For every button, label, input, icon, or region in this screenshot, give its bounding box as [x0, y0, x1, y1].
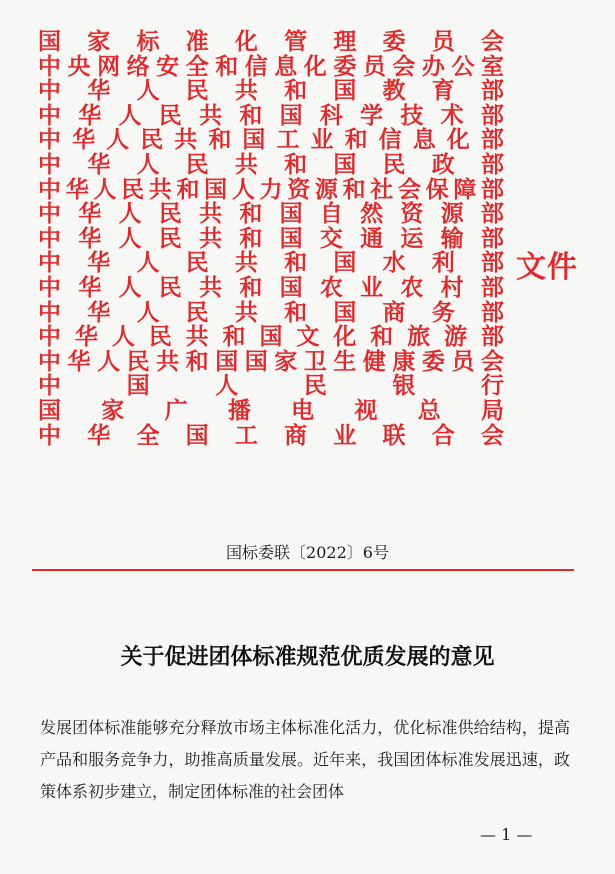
agency-char: 人	[118, 101, 142, 129]
agency-char: 会	[480, 28, 504, 55]
agency-char: 和	[215, 52, 239, 80]
agency-char: 村	[440, 273, 464, 301]
agency-char: 公	[451, 52, 475, 80]
agency-char: 和	[284, 298, 308, 326]
agency-char: 教	[382, 77, 406, 105]
agency-char: 室	[480, 52, 504, 80]
agency-char: 运	[400, 224, 424, 252]
agency-char: 农	[400, 273, 424, 301]
agency-char: 国	[279, 200, 303, 228]
agency-char: 业	[333, 421, 357, 449]
agency-char: 政	[431, 150, 455, 178]
agency-name	[38, 128, 504, 153]
agency-char: 共	[199, 273, 223, 301]
agency-char: 国	[215, 347, 239, 375]
agency-char: 全	[136, 421, 160, 449]
agency-char: 中	[38, 126, 61, 154]
agency-char: 息	[274, 52, 298, 80]
agency-char: 人	[93, 175, 117, 203]
agency-char: 委	[333, 52, 357, 80]
agency-char: 国	[38, 396, 61, 424]
agency-char: 国	[279, 101, 303, 129]
agency-char: 中	[38, 323, 61, 351]
agency-char: 共	[199, 200, 223, 228]
agency-name	[38, 421, 504, 449]
agency-name	[38, 273, 504, 301]
agency-char: 共	[185, 323, 209, 351]
agency-char: 资	[400, 200, 424, 228]
agency-char: 办	[421, 52, 445, 80]
agency-char: 业	[310, 126, 334, 154]
agency-char: 民	[158, 101, 182, 129]
agency-char: 民	[185, 150, 209, 178]
agency-char: 会	[392, 52, 416, 80]
page-number: — 1 —	[480, 825, 533, 844]
agency-char: 播	[227, 396, 251, 424]
agency-char: 人	[215, 372, 239, 400]
agency-char: 康	[392, 347, 416, 375]
agency-char: 中	[38, 200, 61, 228]
agency-char: 准	[185, 28, 209, 55]
agency-char: 部	[480, 298, 504, 326]
agency-char: 国	[244, 347, 268, 375]
agency-char: 会	[480, 421, 504, 449]
agency-char: 广	[164, 396, 188, 424]
agency-char: 国	[126, 372, 150, 400]
agency-char: 华	[67, 347, 91, 375]
agency-char: 民	[185, 77, 209, 105]
agency-char: 和	[222, 323, 246, 351]
agency-char: 利	[431, 249, 455, 277]
agency-char: 卫	[303, 347, 327, 375]
agency-char: 水	[382, 249, 406, 277]
agency-char: 旅	[407, 323, 431, 351]
agency-char: 息	[412, 126, 436, 154]
agency-char: 中	[38, 273, 61, 301]
agency-char: 然	[360, 200, 384, 228]
agency-char: 民	[382, 150, 406, 178]
agency-name	[38, 298, 504, 326]
agency-char: 华	[78, 224, 102, 252]
agency-char: 家	[87, 28, 111, 55]
agency-char: 人	[106, 126, 130, 154]
agency-char: 安	[156, 52, 180, 80]
agency-char: 合	[431, 421, 455, 449]
agency-char: 部	[480, 323, 504, 351]
agency-char: 委	[382, 28, 406, 55]
agency-char: 力	[259, 175, 283, 203]
agency-char: 华	[87, 150, 111, 178]
agency-char: 保	[425, 175, 449, 203]
agency-char: 共	[148, 175, 172, 203]
agency-char: 中	[38, 52, 61, 80]
agency-char: 民	[148, 323, 172, 351]
agency-char: 人	[118, 273, 142, 301]
agency-char: 会	[397, 175, 421, 203]
agency-char: 民	[158, 200, 182, 228]
agency-char: 国	[333, 298, 357, 326]
agency-name	[38, 325, 504, 350]
agency-char: 自	[319, 200, 343, 228]
agency-char: 理	[333, 28, 357, 55]
agency-name	[38, 175, 504, 203]
agency-char: 资	[287, 175, 311, 203]
agency-name	[38, 224, 504, 252]
agency-char: 和	[239, 200, 263, 228]
agency-char: 国	[242, 126, 266, 154]
agency-char: 人	[136, 298, 160, 326]
agency-char: 民	[158, 224, 182, 252]
document-label: 文件	[516, 250, 578, 285]
agency-char: 委	[421, 347, 445, 375]
agency-char: 部	[480, 273, 504, 301]
agency-char: 民	[140, 126, 164, 154]
agency-char: 员	[362, 52, 386, 80]
agency-char: 华	[87, 421, 111, 449]
agency-char: 部	[480, 150, 504, 178]
agency-char: 国	[333, 77, 357, 105]
issuing-agencies	[38, 30, 504, 448]
agency-char: 中	[38, 421, 61, 449]
agency-char: 华	[78, 200, 102, 228]
agency-char: 育	[431, 77, 455, 105]
agency-char: 央	[67, 52, 91, 80]
agency-name	[38, 347, 504, 375]
agency-char: 华	[74, 323, 98, 351]
agency-char: 华	[78, 273, 102, 301]
agency-char: 化	[234, 28, 258, 55]
agency-char: 和	[239, 273, 263, 301]
agency-char: 人	[136, 77, 160, 105]
agency-char: 人	[136, 249, 160, 277]
agency-char: 和	[370, 323, 394, 351]
agency-char: 工	[234, 421, 258, 449]
agency-char: 务	[431, 298, 455, 326]
agency-char: 银	[392, 372, 416, 400]
document-number: 国标委联〔2022〕6号	[226, 543, 389, 562]
agency-name	[38, 101, 504, 129]
agency-char: 络	[126, 52, 150, 80]
agency-char: 共	[174, 126, 198, 154]
agency-char: 华	[72, 126, 96, 154]
agency-char: 科	[319, 101, 343, 129]
agency-char: 和	[284, 249, 308, 277]
agency-char: 标	[136, 28, 160, 55]
agency-char: 国	[204, 175, 228, 203]
agency-char: 业	[360, 273, 384, 301]
agency-char: 共	[234, 77, 258, 105]
agency-char: 和	[342, 175, 366, 203]
agency-char: 部	[481, 175, 504, 203]
agency-char: 技	[400, 101, 424, 129]
agency-char: 民	[158, 273, 182, 301]
agency-char: 华	[78, 101, 102, 129]
agency-name	[38, 202, 504, 227]
agency-char: 会	[480, 347, 504, 375]
agency-name	[38, 79, 504, 104]
agency-char: 共	[234, 298, 258, 326]
agency-name	[38, 374, 504, 399]
agency-char: 华	[87, 77, 111, 105]
agency-char: 障	[453, 175, 477, 203]
agency-name	[38, 251, 504, 276]
agency-char: 化	[446, 126, 470, 154]
agency-char: 总	[417, 396, 441, 424]
document-title: 关于促进团体标准规范优质发展的意见	[120, 644, 495, 670]
agency-char: 中	[38, 224, 61, 252]
agency-char: 华	[87, 298, 111, 326]
agency-char: 部	[480, 101, 504, 129]
agency-char: 部	[480, 224, 504, 252]
agency-char: 家	[101, 396, 125, 424]
agency-char: 国	[279, 224, 303, 252]
agency-char: 生	[333, 347, 357, 375]
agency-char: 国	[38, 28, 61, 55]
agency-char: 农	[319, 273, 343, 301]
agency-char: 学	[360, 101, 384, 129]
agency-char: 源	[440, 200, 464, 228]
agency-char: 部	[480, 200, 504, 228]
agency-char: 员	[451, 347, 475, 375]
agency-char: 共	[156, 347, 180, 375]
agency-char: 中	[38, 77, 61, 105]
agency-char: 源	[314, 175, 338, 203]
agency-char: 和	[284, 150, 308, 178]
agency-char: 化	[303, 52, 327, 80]
agency-name	[38, 150, 504, 178]
agency-name	[38, 396, 504, 424]
agency-char: 中	[38, 298, 61, 326]
agency-char: 和	[208, 126, 232, 154]
agency-char: 社	[370, 175, 394, 203]
agency-char: 信	[244, 52, 268, 80]
agency-char: 国	[259, 323, 283, 351]
agency-char: 行	[480, 372, 504, 400]
agency-char: 中	[38, 372, 61, 400]
agency-char: 中	[38, 150, 61, 178]
agency-char: 联	[382, 421, 406, 449]
document-body: 发展团体标准能够充分释放市场主体标准化活力，优化标准供给结构，提高产品和服务竞争力，助推高质量发展。近年来，我国团体标准发展迅速，政策体系初步建立，制定团体标准的社会团体	[40, 718, 570, 801]
agency-char: 中	[38, 175, 61, 203]
agency-char: 人	[97, 347, 121, 375]
agency-char: 网	[97, 52, 121, 80]
agency-char: 民	[185, 298, 209, 326]
agency-char: 和	[176, 175, 200, 203]
agency-char: 国	[185, 421, 209, 449]
agency-name	[38, 52, 504, 80]
agency-char: 通	[360, 224, 384, 252]
agency-char: 人	[111, 323, 135, 351]
agency-char: 化	[333, 323, 357, 351]
agency-char: 民	[121, 175, 145, 203]
agency-char: 管	[284, 28, 308, 55]
agency-char: 共	[199, 101, 223, 129]
agency-char: 共	[234, 150, 258, 178]
agency-char: 部	[480, 126, 504, 154]
agency-char: 和	[284, 77, 308, 105]
agency-char: 局	[480, 396, 504, 424]
agency-char: 输	[440, 224, 464, 252]
agency-char: 视	[354, 396, 378, 424]
agency-char: 文	[296, 323, 320, 351]
agency-char: 共	[199, 224, 223, 252]
agency-char: 交	[319, 224, 343, 252]
agency-char: 家	[274, 347, 298, 375]
agency-char: 和	[185, 347, 209, 375]
agency-char: 信	[378, 126, 402, 154]
agency-char: 商	[382, 298, 406, 326]
agency-char: 华	[87, 249, 111, 277]
agency-char: 中	[38, 347, 61, 375]
agency-char: 人	[231, 175, 255, 203]
agency-char: 民	[303, 372, 327, 400]
agency-char: 部	[480, 249, 504, 277]
agency-char: 商	[284, 421, 308, 449]
agency-char: 民	[185, 249, 209, 277]
agency-char: 中	[38, 101, 61, 129]
agency-char: 中	[38, 249, 61, 277]
agency-char: 人	[118, 200, 142, 228]
agency-char: 工	[276, 126, 300, 154]
agency-char: 华	[65, 175, 89, 203]
agency-name	[38, 30, 504, 55]
agency-char: 和	[239, 101, 263, 129]
agency-char: 人	[136, 150, 160, 178]
agency-char: 人	[118, 224, 142, 252]
agency-char: 国	[279, 273, 303, 301]
agency-char: 健	[362, 347, 386, 375]
agency-char: 国	[333, 249, 357, 277]
agency-char: 民	[126, 347, 150, 375]
agency-char: 部	[480, 77, 504, 105]
agency-char: 电	[291, 396, 315, 424]
agency-char: 共	[234, 249, 258, 277]
agency-char: 国	[333, 150, 357, 178]
agency-char: 术	[440, 101, 464, 129]
red-divider-line	[32, 569, 574, 571]
agency-char: 和	[344, 126, 368, 154]
agency-char: 员	[431, 28, 455, 55]
agency-char: 和	[239, 224, 263, 252]
agency-char: 全	[185, 52, 209, 80]
agency-char: 游	[443, 323, 467, 351]
